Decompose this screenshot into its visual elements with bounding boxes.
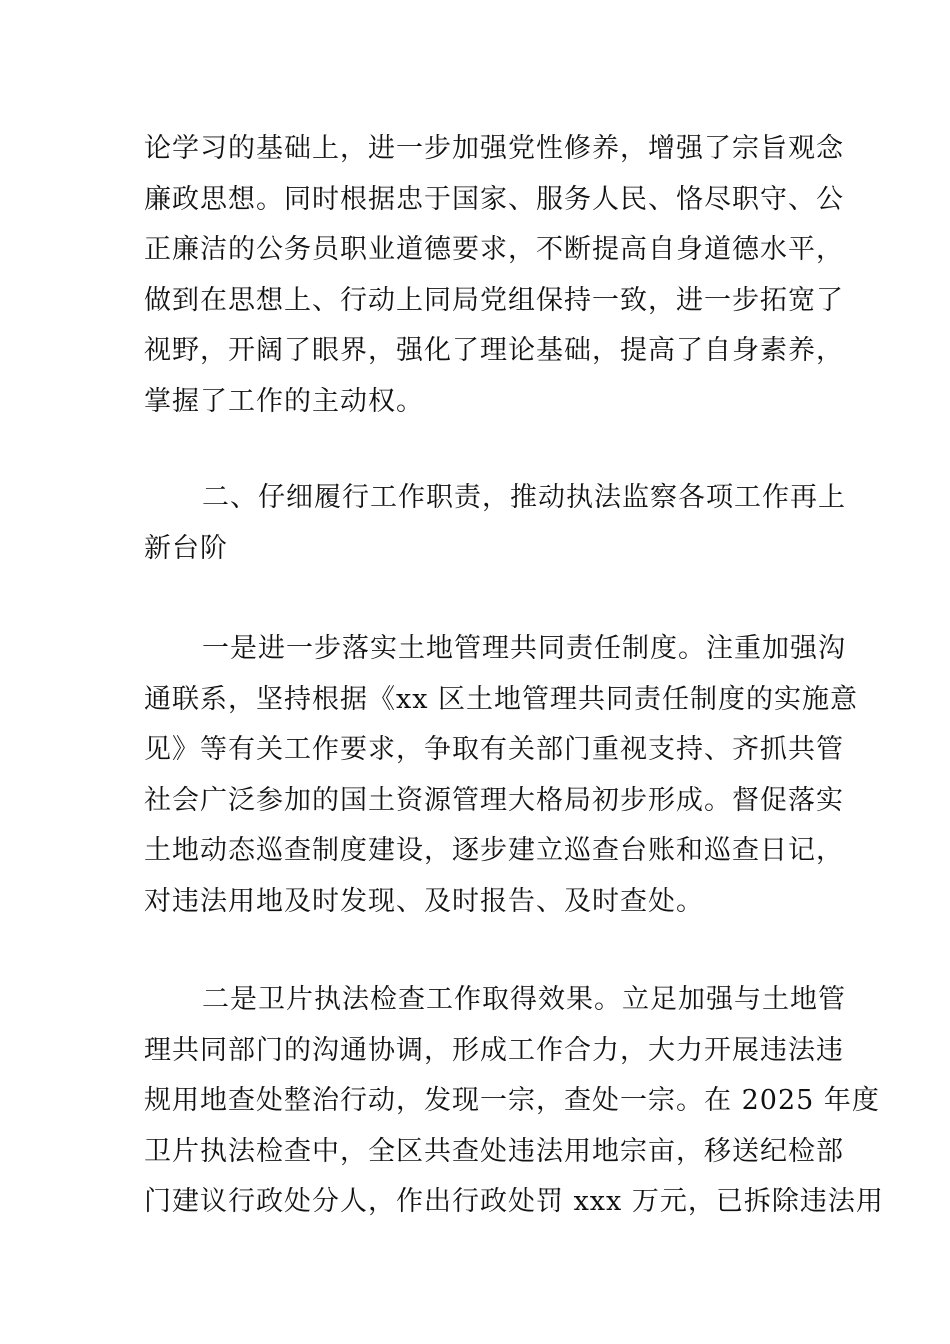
paragraph-satellite-enforcement [144,975,884,1228]
text-line: 社会广泛参加的国土资源管理大格局初步形成。督促落实 [144,784,844,816]
text-line: 掌握了工作的主动权。 [144,385,424,417]
text-line: 一是进一步落实土地管理共同责任制度。注重加强沟 [202,633,846,664]
text-line: 对违法用地及时发现、及时报告、及时查处。 [144,885,704,917]
text-line: 廉政思想。同时根据忠于国家、服务人民、恪尽职守、公 [144,183,844,215]
text-line: 新台阶 [144,532,228,564]
paragraph-continued-study [144,124,844,427]
text-line: 土地动态巡查制度建设，逐步建立巡查台账和巡查日记， [144,835,844,866]
text-line: 通联系，坚持根据《xx 区土地管理共同责任制度的实施意 [144,683,859,715]
section-heading-2 [144,473,846,574]
text-line: 视野，开阔了眼界，强化了理论基础，提高了自身素养， [144,335,844,366]
text-line: 规用地查处整治行动，发现一宗，查处一宗。在 2025 年度 [144,1085,880,1116]
text-line: 理共同部门的沟通协调，形成工作合力，大力开展违法违 [144,1034,844,1066]
text-line: 正廉洁的公务员职业道德要求，不断提高自身道德水平， [144,234,844,265]
text-line: 做到在思想上、行动上同局党组保持一致，进一步拓宽了 [144,284,844,316]
text-line: 门建议行政处分人，作出行政处罚 xxx 万元，已拆除违法用 [144,1186,884,1217]
paragraph-land-management-responsibility [144,624,859,927]
text-line: 论学习的基础上，进一步加强党性修养，增强了宗旨观念 [144,133,844,164]
text-line: 二是卫片执法检查工作取得效果。立足加强与土地管 [202,984,846,1015]
text-line: 见》等有关工作要求，争取有关部门重视支持、齐抓共管 [144,734,844,765]
text-line: 卫片执法检查中，全区共查处违法用地宗亩，移送纪检部 [144,1135,844,1167]
text-line: 二、仔细履行工作职责，推动执法监察各项工作再上 [202,482,846,513]
